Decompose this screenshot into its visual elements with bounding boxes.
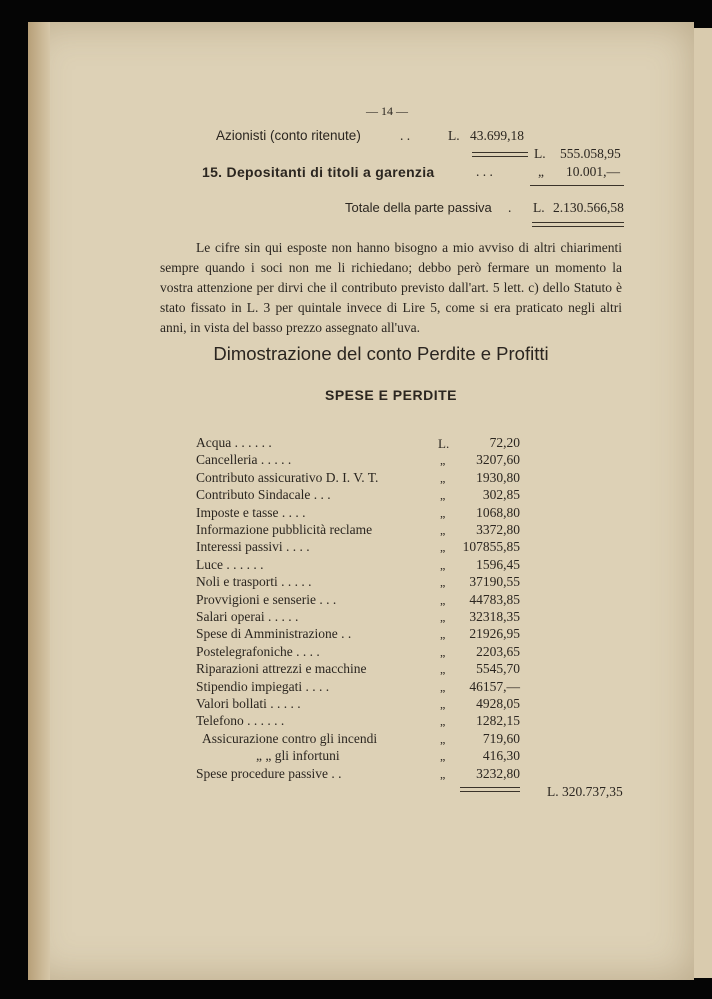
expense-label: Riparazioni attrezzi e macchine (196, 661, 367, 677)
expense-currency: „ (440, 731, 446, 746)
depositanti-label: 15. Depositanti di titoli a garenzia (202, 164, 435, 180)
totale-double-rule (532, 222, 624, 227)
expense-amount: 3232,80 (476, 765, 520, 781)
expense-label: Postelegrafoniche . . . . (196, 643, 320, 659)
depositanti-amount: 10.001,— (566, 164, 620, 179)
expense-currency: „ (440, 453, 446, 468)
totale-currency: L. (533, 200, 545, 215)
expense-currency: „ (440, 592, 446, 607)
page-number: — 14 — (366, 104, 408, 118)
expense-label: Imposte e tasse . . . . (196, 504, 306, 520)
expense-amount: 719,60 (482, 730, 520, 746)
expense-currency: „ (440, 749, 446, 764)
depositanti-currency: „ (538, 164, 544, 179)
expense-amount: 21926,95 (469, 626, 520, 642)
expense-label: Interessi passivi . . . . (196, 539, 310, 555)
expense-currency: „ (440, 488, 446, 503)
expense-label: „ „ gli infortuni (256, 748, 340, 764)
expense-amount: 32318,35 (469, 609, 520, 624)
expense-amount: 107855,85 (462, 539, 520, 555)
body-paragraph: Le cifre sin qui esposte non hanno bisogno a mio avviso di altri chiarimenti sempre quando i soci non me li richiedano; debbo però fermare un momento la vostra attenzione per dirvi che il contributo previsto dall'art. 5 lett. c) dello Statuto è stato fissato in L. 3 per quintale invece di Lire 5, come si era praticato negli altri anni, in vista del basso prezzo assegnato all'uva. (160, 240, 622, 335)
expense-label: Stipendio impiegati . . . . (196, 678, 330, 694)
expense-label: Cancelleria . . . . . (196, 452, 292, 468)
expense-currency: „ (440, 610, 446, 624)
expense-label: Valori bollati . . . . . (196, 696, 301, 711)
expense-amount: 44783,85 (469, 591, 520, 607)
totale-amount: 2.130.566,58 (553, 200, 624, 215)
expense-label: Acqua . . . . . . (196, 435, 272, 450)
expense-label: Assicurazione contro gli incendi (202, 730, 378, 746)
expense-label: Contributo assicurativo D. I. V. T. (196, 469, 379, 485)
expense-label: Spese di Amministrazione . . (196, 626, 352, 642)
expense-amount: 1930,80 (476, 469, 520, 485)
section-heading: Dimostrazione del conto Perdite e Profitti (213, 343, 549, 364)
totale-dot: . (508, 200, 512, 215)
expense-amount: 3207,60 (476, 452, 520, 468)
expense-amount: 37190,55 (469, 574, 520, 590)
expense-currency: „ (440, 540, 446, 555)
expense-currency: „ (440, 575, 446, 590)
expense-label: Informazione pubblicità reclame (196, 522, 373, 537)
expense-currency: „ (440, 662, 446, 677)
subtotal-currency: L. (534, 146, 546, 161)
double-rule (472, 152, 528, 157)
expense-amount: 4928,05 (476, 696, 520, 711)
section-subheading: SPESE E PERDITE (325, 387, 457, 403)
next-page-edge (694, 28, 712, 978)
expense-currency: „ (440, 627, 446, 642)
expense-amount: 302,85 (482, 487, 520, 503)
expenses-total: L. 320.737,35 (547, 784, 623, 799)
total-rule (530, 185, 624, 186)
expense-amount: 416,30 (482, 748, 520, 764)
totale-label: Totale della parte passiva (345, 200, 492, 215)
expense-amount: 1596,45 (476, 556, 520, 572)
expense-amount: 1068,80 (476, 504, 520, 520)
expense-label: Telefono . . . . . . (196, 713, 285, 729)
subtotal-amount: 555.058,95 (560, 146, 621, 161)
azionisti-dots: . . (400, 128, 411, 143)
expense-label: Salari operai . . . . . (196, 609, 299, 624)
expense-label: Luce . . . . . . (196, 556, 264, 572)
expense-currency: „ (440, 644, 446, 659)
azionisti-amount: 43.699,18 (470, 128, 524, 143)
expense-currency: L. (438, 436, 450, 451)
expense-label: Provvigioni e senserie . . . (196, 591, 337, 607)
depositanti-dots: . . . (476, 164, 493, 179)
expense-currency: „ (440, 505, 446, 520)
expense-currency: „ (440, 714, 446, 729)
expense-amount: 46157,— (469, 678, 520, 694)
expense-currency: „ (440, 697, 446, 711)
azionisti-label: Azionisti (conto ritenute) (216, 128, 361, 143)
expense-amount: 72,20 (489, 435, 520, 450)
expense-currency: „ (440, 766, 446, 781)
expense-amount: 1282,15 (476, 713, 520, 729)
expense-label: Contributo Sindacale . . . (196, 487, 331, 503)
expense-label: Spese procedure passive . . (196, 765, 342, 781)
expense-currency: „ (440, 557, 446, 572)
azionisti-currency: L. (448, 128, 460, 143)
expense-label: Noli e trasporti . . . . . (196, 574, 312, 590)
expense-currency: „ (440, 679, 446, 694)
expense-amount: 5545,70 (476, 661, 520, 677)
expense-amount: 2203,65 (476, 643, 520, 659)
expense-currency: „ (440, 470, 446, 485)
expenses-double-rule (460, 787, 520, 792)
expense-amount: 3372,80 (476, 522, 520, 537)
expense-currency: „ (440, 523, 446, 537)
